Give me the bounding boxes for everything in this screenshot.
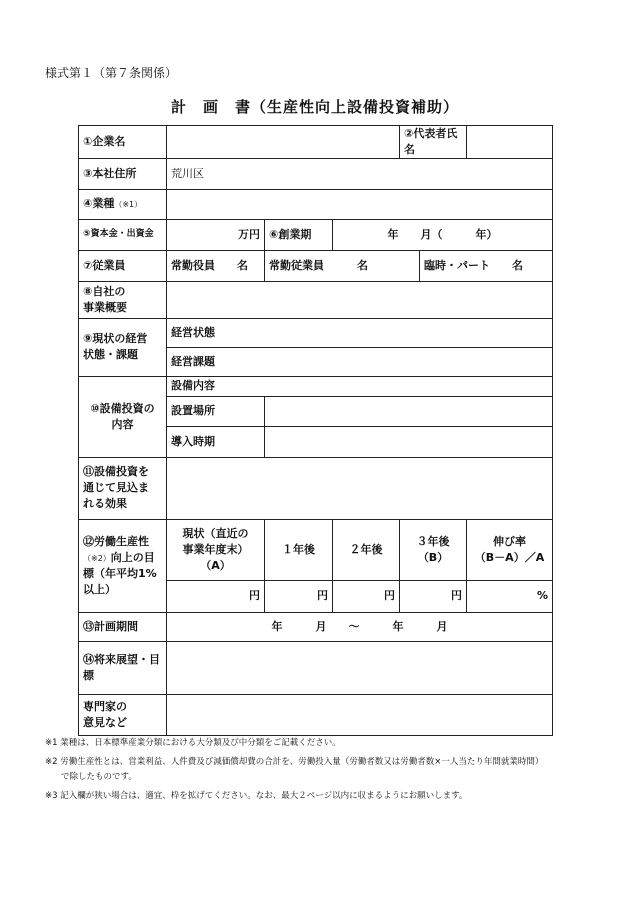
- row-capital: [79, 219, 553, 250]
- label-company-name: ①企業名: [79, 126, 167, 159]
- row-industry: [79, 189, 553, 219]
- header-year3-l1: ３年後: [416, 534, 450, 548]
- label-future-l1: ⑭将来展望・目: [83, 652, 160, 666]
- row-status-state: [79, 318, 553, 347]
- header-current-l1: 現状（直近の: [182, 526, 249, 540]
- input-founding[interactable]: 年 月（ 年）: [333, 219, 553, 250]
- label-effect: [79, 457, 167, 519]
- input-representative[interactable]: [467, 126, 553, 159]
- capital-unit: 万円: [238, 227, 260, 241]
- header-year1: １年後: [265, 519, 333, 580]
- input-status-state[interactable]: 経営状態: [167, 318, 553, 347]
- input-invest-place[interactable]: [265, 396, 553, 426]
- header-year2: ２年後: [333, 519, 400, 580]
- labor-note-mark: （※2）: [83, 553, 111, 563]
- header-growth-l2: （B－A）／A: [474, 550, 545, 564]
- row-company: [79, 126, 553, 159]
- input-labor-year1[interactable]: 円: [265, 580, 333, 612]
- row-future: [79, 641, 553, 694]
- label-overview-l2: 事業概要: [83, 300, 127, 314]
- input-period[interactable]: 年 月 ～ 年 月: [167, 612, 553, 641]
- label-status-l2: 状態・課題: [83, 348, 138, 362]
- header-current-l2: 事業年度末）: [182, 542, 249, 556]
- input-invest-content[interactable]: 設備内容: [167, 376, 553, 396]
- row-invest-content: [79, 376, 553, 396]
- input-industry[interactable]: [167, 189, 553, 219]
- input-status-issues[interactable]: 経営課題: [167, 347, 553, 376]
- label-status: [79, 318, 167, 376]
- label-labor-l4: 以上）: [83, 582, 116, 596]
- header-current-l3: （A）: [200, 558, 231, 572]
- input-labor-current[interactable]: 円: [167, 580, 265, 612]
- input-address[interactable]: 荒川区: [167, 158, 553, 189]
- note-1: ※1 業種は、日本標準産業分類における大分類及び中分類をご記載ください。: [45, 738, 341, 748]
- header-growth: [467, 519, 553, 580]
- label-invest-place: 設置場所: [167, 396, 265, 426]
- industry-note-mark: （※1）: [114, 200, 143, 210]
- input-executives[interactable]: 常勤役員 名: [167, 250, 265, 281]
- label-invest-time: 導入時期: [167, 426, 265, 457]
- input-part-time[interactable]: 臨時・パート 名: [420, 250, 553, 281]
- label-expert-l2: 意見など: [83, 715, 127, 729]
- row-overview: [79, 281, 553, 318]
- form-code: 様式第１（第７条関係）: [45, 66, 178, 80]
- input-full-time[interactable]: 常勤従業員 名: [265, 250, 420, 281]
- label-effect-l3: れる効果: [83, 497, 127, 511]
- row-effect: [79, 457, 553, 519]
- label-investment: [79, 376, 167, 457]
- note-2-continued: で除したものです。: [61, 772, 137, 782]
- label-investment-l1: ⑩設備投資の: [90, 401, 155, 415]
- input-overview[interactable]: [167, 281, 553, 318]
- input-labor-growth[interactable]: %: [467, 580, 553, 612]
- input-future[interactable]: [167, 641, 553, 694]
- label-address: ③本社住所: [79, 158, 167, 189]
- label-industry-text: ④業種: [83, 197, 115, 211]
- footnotes: [45, 739, 605, 810]
- label-labor-l2-text: 向上の目: [110, 550, 155, 564]
- row-labor-headers: [79, 519, 553, 580]
- input-expert[interactable]: [167, 694, 553, 735]
- label-expert-l1: 専門家の: [83, 699, 127, 713]
- label-labor-l1: ⑫労働生産性: [83, 535, 149, 548]
- label-effect-l1: ⑪設備投資を: [83, 465, 149, 479]
- row-period: [79, 612, 553, 641]
- header-year3: [400, 519, 467, 580]
- label-capital: ⑤資本金・出資金: [79, 219, 167, 250]
- label-labor: [79, 519, 167, 612]
- header-year3-l2: （B）: [417, 550, 449, 564]
- document-title: 計 画 書（生産性向上設備投資補助）: [170, 98, 459, 116]
- plan-form-table: [78, 125, 553, 736]
- row-address: [79, 158, 553, 189]
- label-overview-l1: ⑧自社の: [83, 284, 126, 298]
- label-future-l2: 標: [83, 668, 94, 682]
- label-effect-l2: 通じて見込ま: [83, 481, 149, 495]
- row-employees: [79, 250, 553, 281]
- note-2: ※2 労働生産性とは、営業利益、人件費及び減価償却費の合計を、労働投入量（労働者数又は労働者数×一人当たり年間就業時間）: [45, 756, 544, 767]
- note-3: ※3 記入欄が狭い場合は、適宜、枠を拡げてください。なお、最大２ページ以内に収まるようにお願いします。: [45, 790, 468, 801]
- label-overview: [79, 281, 167, 318]
- input-capital[interactable]: [167, 219, 265, 250]
- label-expert: [79, 694, 167, 735]
- label-founding: ⑥創業期: [265, 219, 333, 250]
- label-representative: ②代表者氏名: [400, 126, 467, 159]
- label-industry: [79, 189, 167, 219]
- header-current: [167, 519, 265, 580]
- input-invest-time[interactable]: [265, 426, 553, 457]
- label-future: [79, 641, 167, 694]
- label-labor-l3: 標（年平均1%: [83, 566, 157, 580]
- input-labor-year3[interactable]: 円: [400, 580, 467, 612]
- input-company-name[interactable]: [167, 126, 400, 159]
- row-expert: [79, 694, 553, 735]
- input-effect[interactable]: [167, 457, 553, 519]
- label-period: ⑬計画期間: [79, 612, 167, 641]
- label-labor-l2: [83, 550, 162, 566]
- label-employees: ⑦従業員: [79, 250, 167, 281]
- input-labor-year2[interactable]: 円: [333, 580, 400, 612]
- label-status-l1: ⑨現状の経営: [83, 332, 148, 346]
- header-growth-l1: 伸び率: [493, 534, 527, 548]
- label-investment-l2: 内容: [111, 417, 134, 431]
